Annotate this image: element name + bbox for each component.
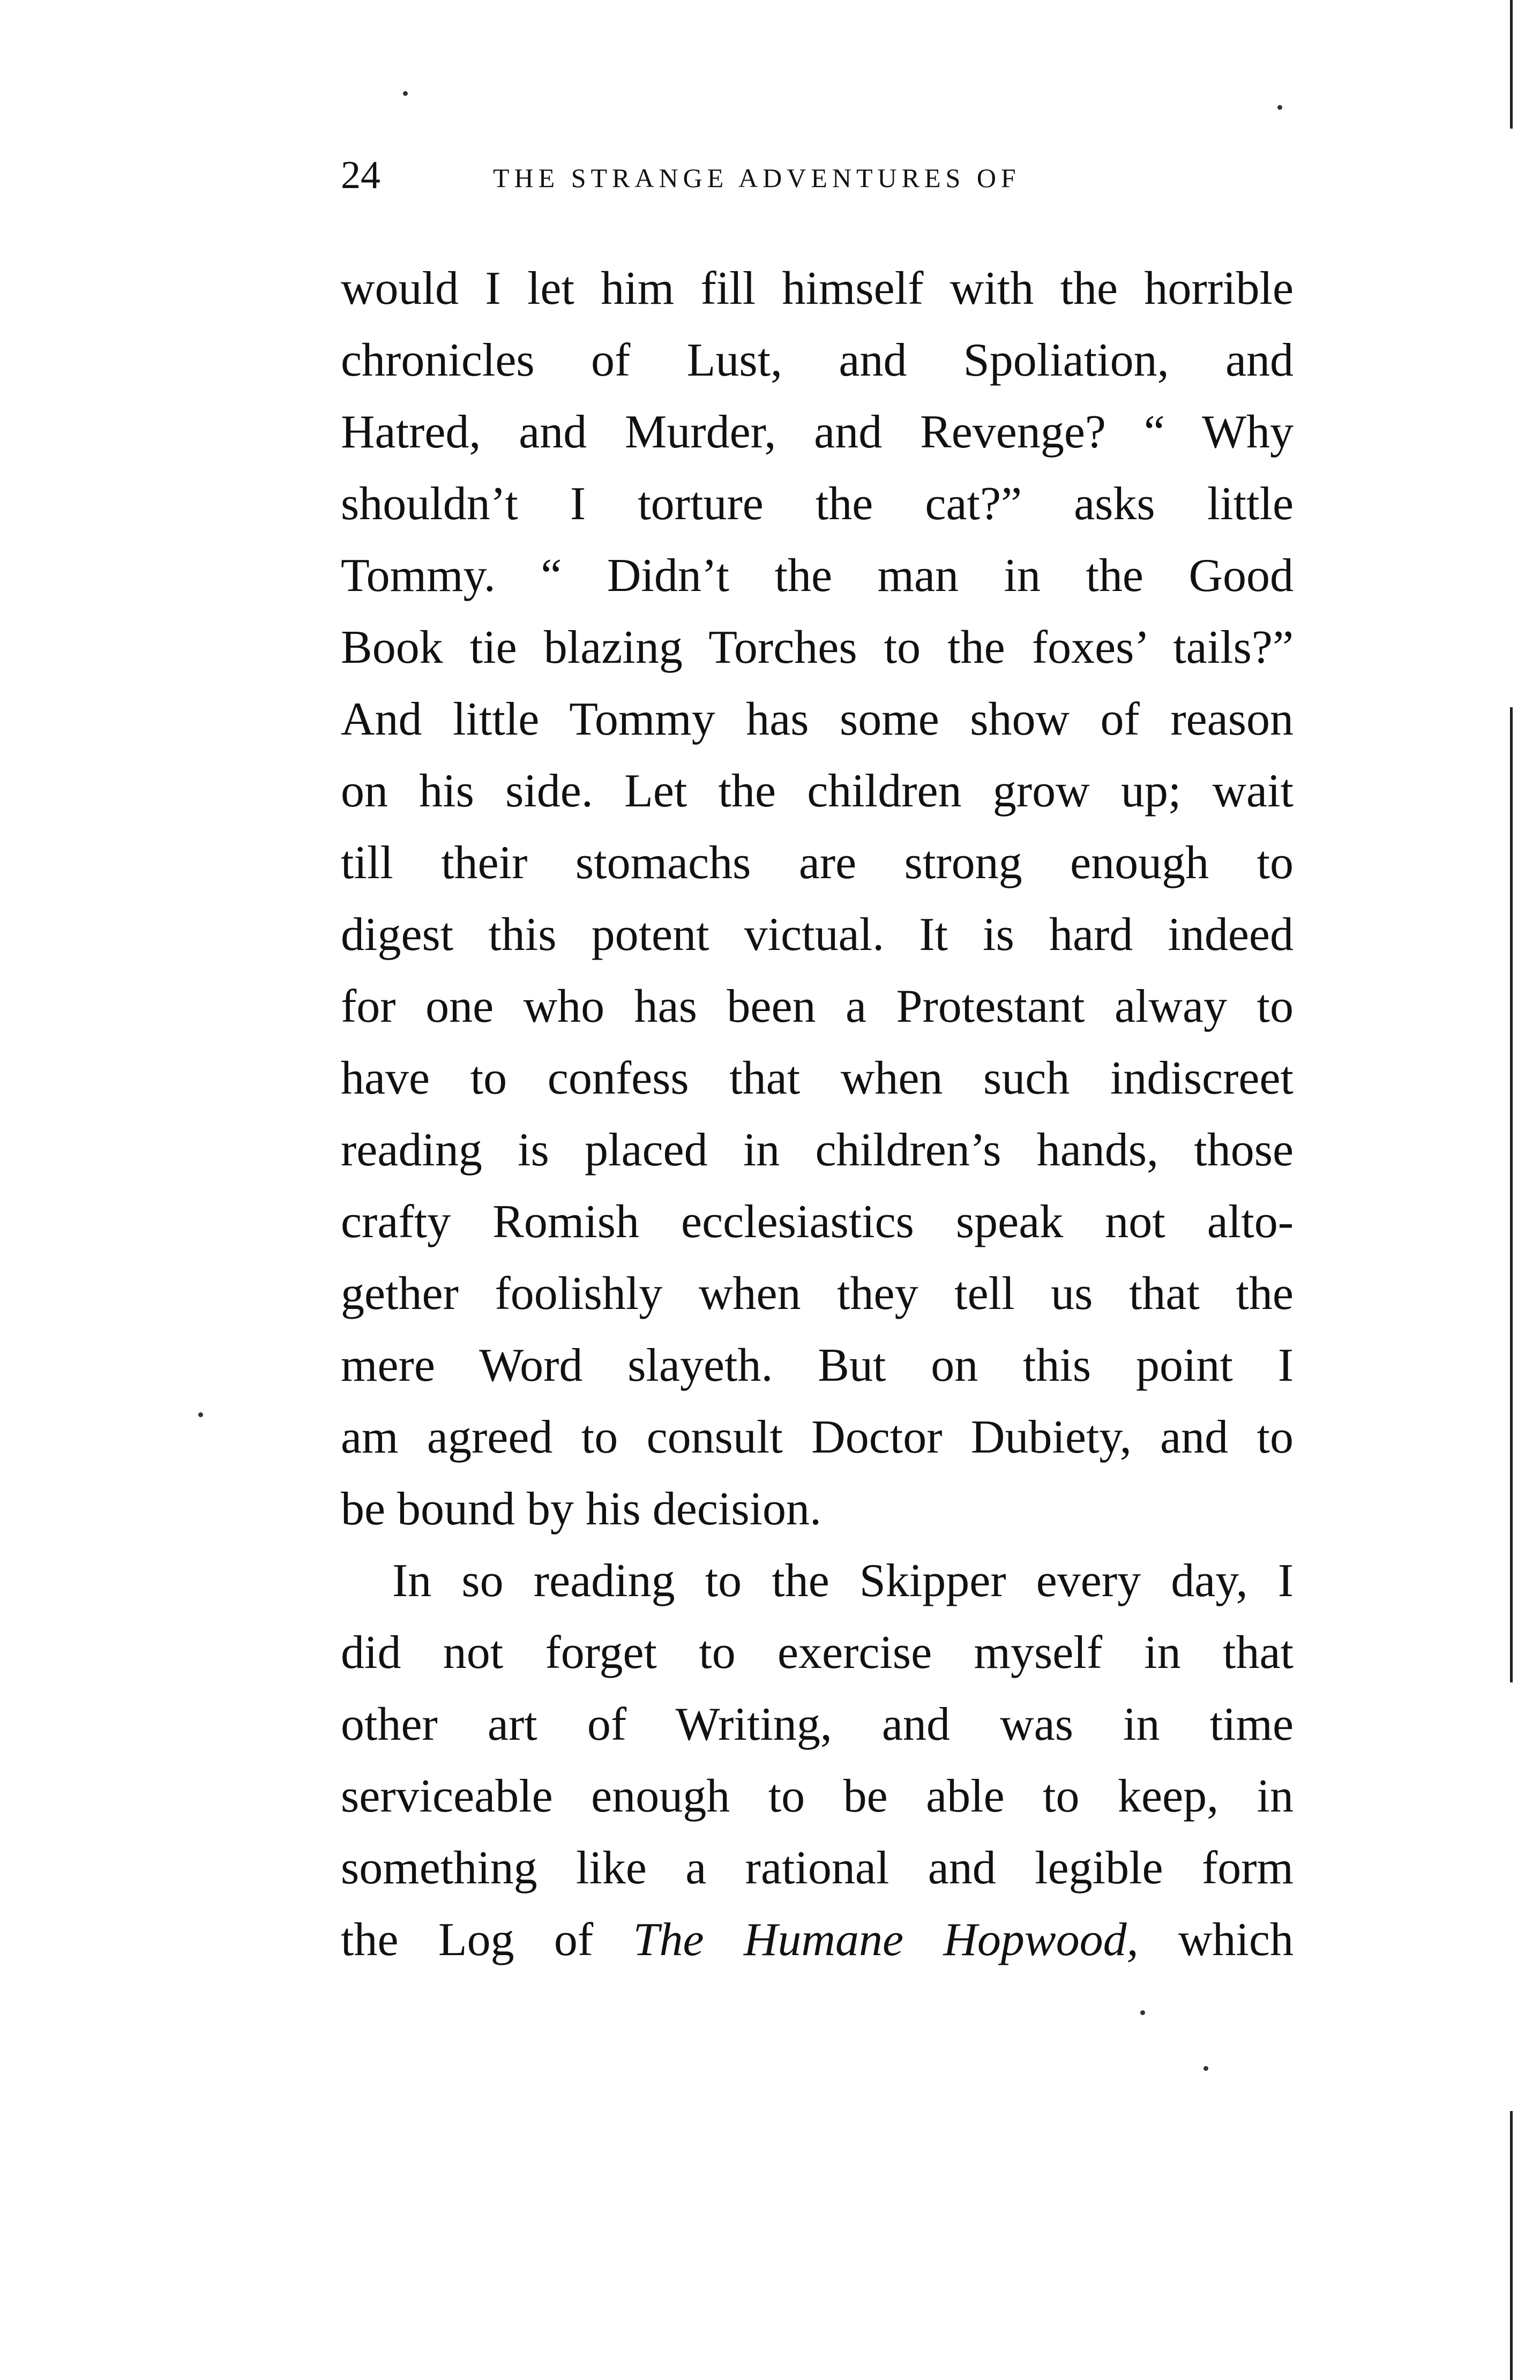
text-line: gether foolishly when they tell us that the <box>341 1268 1294 1320</box>
text-line: something like a rational and legible form <box>341 1842 1294 1894</box>
text-line: other art of Writing, and was in time <box>341 1698 1294 1750</box>
text-line: be bound by his decision. <box>341 1483 822 1535</box>
text-line: have to confess that when such indiscreet <box>341 1052 1294 1104</box>
page-edge-line-bottom <box>1510 2111 1513 2380</box>
text-line: am agreed to consult Doctor Dubiety, and to <box>341 1411 1294 1463</box>
ship-name: The Humane Hopwood, <box>633 1914 1139 1966</box>
print-speck <box>1203 2066 1208 2071</box>
text-fragment: which <box>1138 1914 1294 1966</box>
text-line: reading is placed in children’s hands, those <box>341 1124 1294 1176</box>
final-text-line <box>341 1904 1294 1976</box>
paragraph-start-line: In so reading to the Skipper every day, I <box>392 1555 1294 1607</box>
print-speck <box>198 1412 203 1417</box>
text-line: for one who has been a Protestant alway to <box>341 981 1294 1032</box>
text-line: Tommy. “ Didn’t the man in the Good <box>341 550 1294 602</box>
page-edge-line-top <box>1510 0 1513 129</box>
print-speck <box>1277 105 1282 110</box>
text-line: serviceable enough to be able to keep, in <box>341 1770 1294 1822</box>
text-line: till their stomachs are strong enough to <box>341 837 1294 889</box>
text-line: And little Tommy has some show of reason <box>341 693 1294 745</box>
running-head <box>341 151 1305 199</box>
text-line: on his side. Let the children grow up; wait <box>341 765 1294 817</box>
text-line: chronicles of Lust, and Spoliation, and <box>341 334 1294 386</box>
print-speck <box>403 91 408 96</box>
body-text <box>341 253 1294 1976</box>
text-fragment: the Log of <box>341 1914 633 1966</box>
page-number: 24 <box>341 153 380 197</box>
page-edge-line-middle <box>1510 707 1513 1682</box>
text-line: would I let him fill himself with the horrible <box>341 263 1294 315</box>
print-speck <box>1140 2010 1145 2015</box>
running-title: THE STRANGE ADVENTURES OF <box>493 163 1021 193</box>
text-line: shouldn’t I torture the cat?” asks little <box>341 478 1294 530</box>
text-line: Book tie blazing Torches to the foxes’ tails?” <box>341 622 1294 673</box>
text-line: digest this potent victual. It is hard indeed <box>341 909 1294 961</box>
text-line: Hatred, and Murder, and Revenge? “ Why <box>341 406 1294 458</box>
text-line: mere Word slayeth. But on this point I <box>341 1339 1294 1391</box>
text-line: did not forget to exercise myself in that <box>341 1627 1294 1679</box>
text-line: crafty Romish ecclesiastics speak not alto- <box>341 1196 1294 1248</box>
